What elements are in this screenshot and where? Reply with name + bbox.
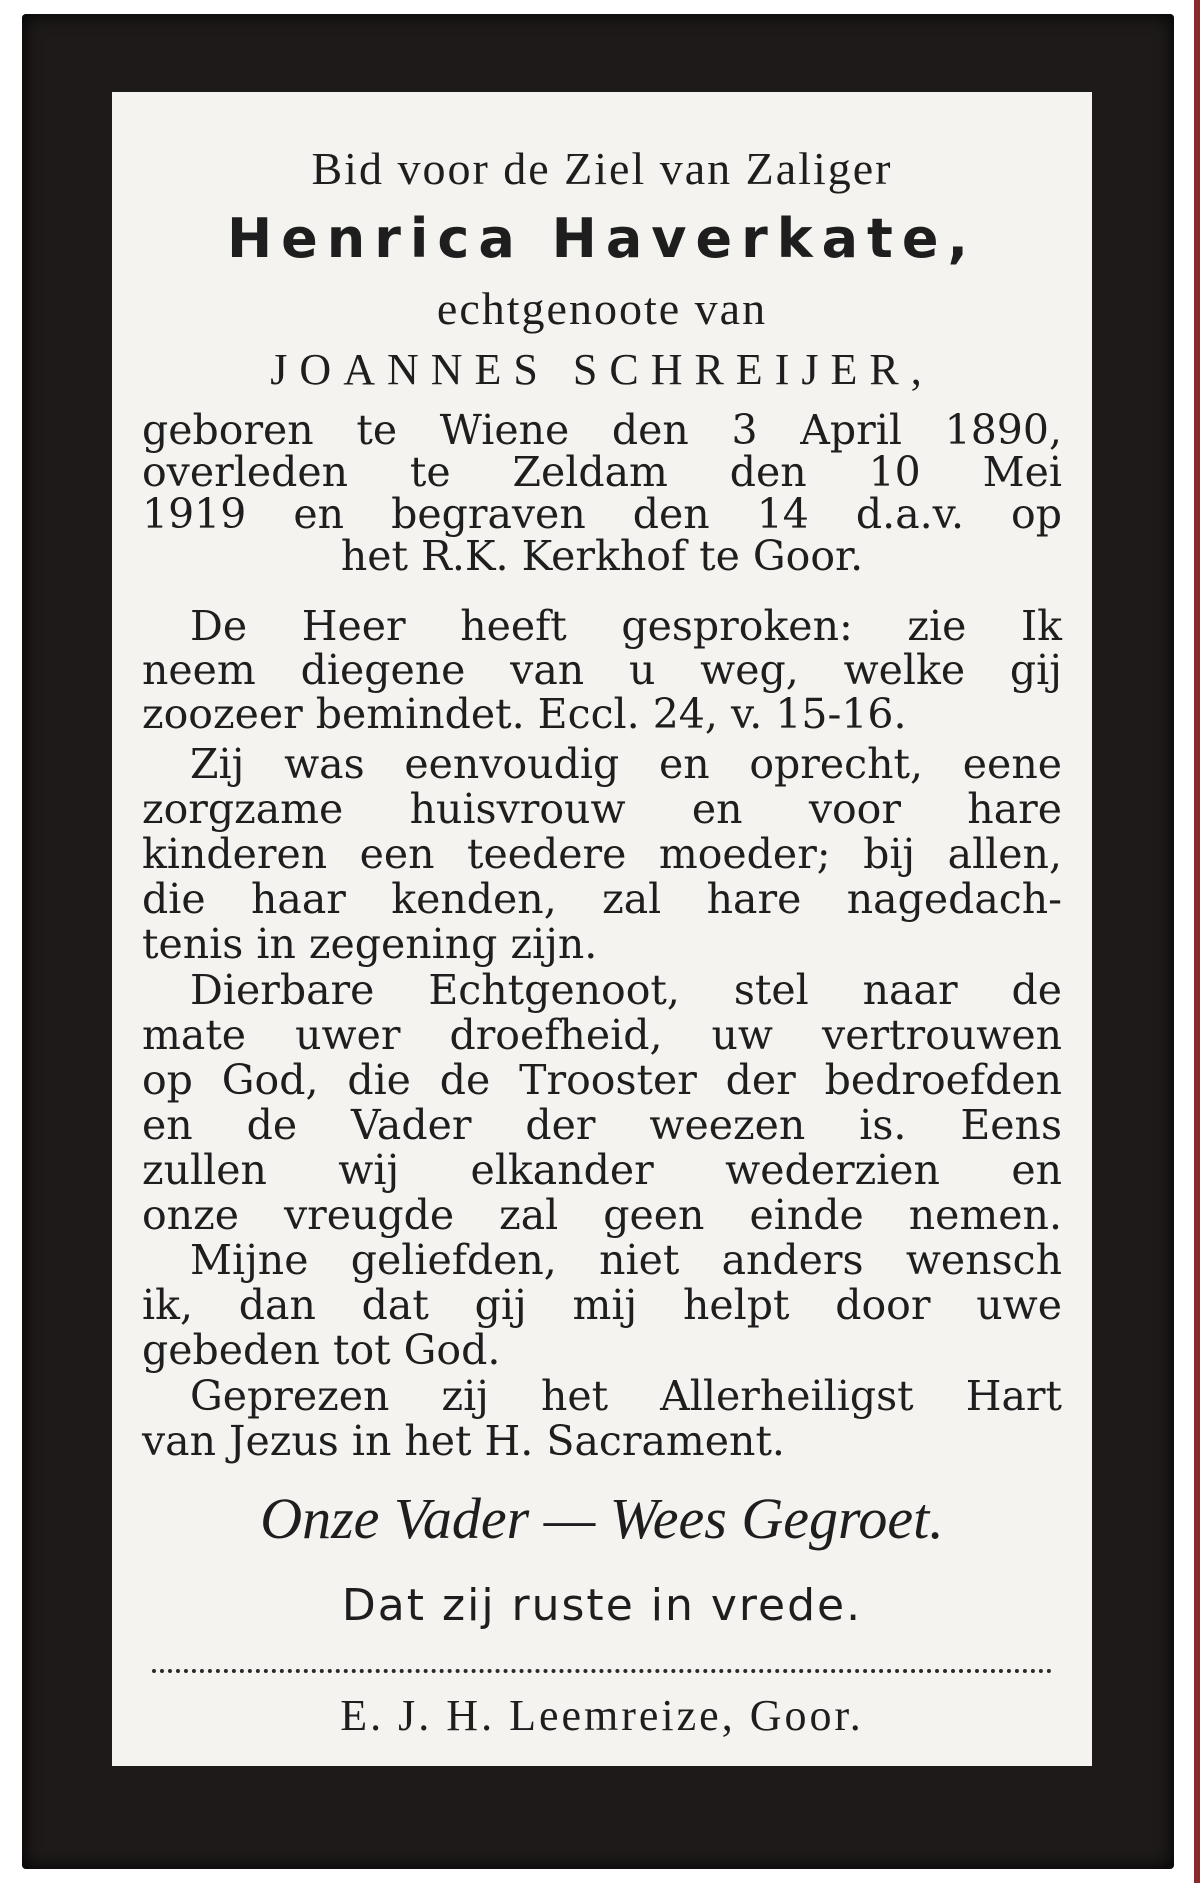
biography-line: het R.K. Kerkhof te Goor. [340, 532, 864, 580]
paragraph-line: Geprezen zij het Allerheiligst Hart [190, 1372, 1062, 1420]
memorial-card [112, 92, 1092, 1766]
paragraph-line: ik, dan dat gij mij helpt door uwe [142, 1281, 1062, 1329]
printer-imprint: E. J. H. Leemreize, Goor. [340, 1691, 864, 1740]
paragraph-line: van Jezus in het H. Sacrament. [142, 1417, 785, 1465]
paragraph-line: neem diegene van u weg, welke gij [142, 646, 1062, 694]
biography-line: geboren te Wiene den 3 April 1890, [142, 406, 1062, 454]
paragraph-line: tenis in zegening zijn. [142, 920, 598, 968]
paragraph-line: op God, die de Trooster der bedroefden [142, 1056, 1062, 1104]
paragraph-line: en de Vader der weezen is. Eens [142, 1101, 1062, 1149]
prayer-line: Onze Vader — Wees Gegroet. [260, 1486, 944, 1551]
deceased-name: Henrica Haverkate, [226, 207, 978, 270]
paragraph-line: gebeden tot God. [142, 1326, 501, 1374]
paragraph-line: onze vreugde zal geen einde nemen. [142, 1191, 1062, 1239]
card-edge [1194, 0, 1200, 1883]
paragraph-line: Zij was eenvoudig en oprecht, eene [190, 740, 1062, 788]
paragraph-line: zoozeer bemindet. Eccl. 24, v. 15-16. [142, 690, 907, 738]
relation-text: echtgenoote van [436, 283, 768, 334]
dotted-divider [152, 1669, 1052, 1673]
paragraph-line: Dierbare Echtgenoot, stel naar de [190, 966, 1062, 1014]
paragraph-line: Mijne geliefden, niet anders wensch [190, 1236, 1062, 1284]
spouse-name: JOANNES SCHREIJER, [270, 345, 934, 394]
biography-line: 1919 en begraven den 14 d.a.v. op [142, 490, 1062, 538]
rest-in-peace: Dat zij ruste in vrede. [341, 1580, 863, 1631]
paragraph-line: kinderen een teedere moeder; bij allen, [142, 830, 1062, 878]
paragraph-line: zorgzame huisvrouw en voor hare [142, 785, 1062, 833]
biography-line: overleden te Zeldam den 10 Mei [142, 448, 1062, 496]
paragraph-line: zullen wij elkander wederzien en [142, 1146, 1062, 1194]
paragraph-line: De Heer heeft gesproken: zie Ik [190, 602, 1062, 650]
paragraph-line: mate uwer droefheid, uw vertrouwen [142, 1011, 1062, 1059]
card-heading: Bid voor de Ziel van Zaliger [311, 143, 893, 194]
paragraph-line: die haar kenden, zal hare nagedach- [142, 875, 1062, 923]
